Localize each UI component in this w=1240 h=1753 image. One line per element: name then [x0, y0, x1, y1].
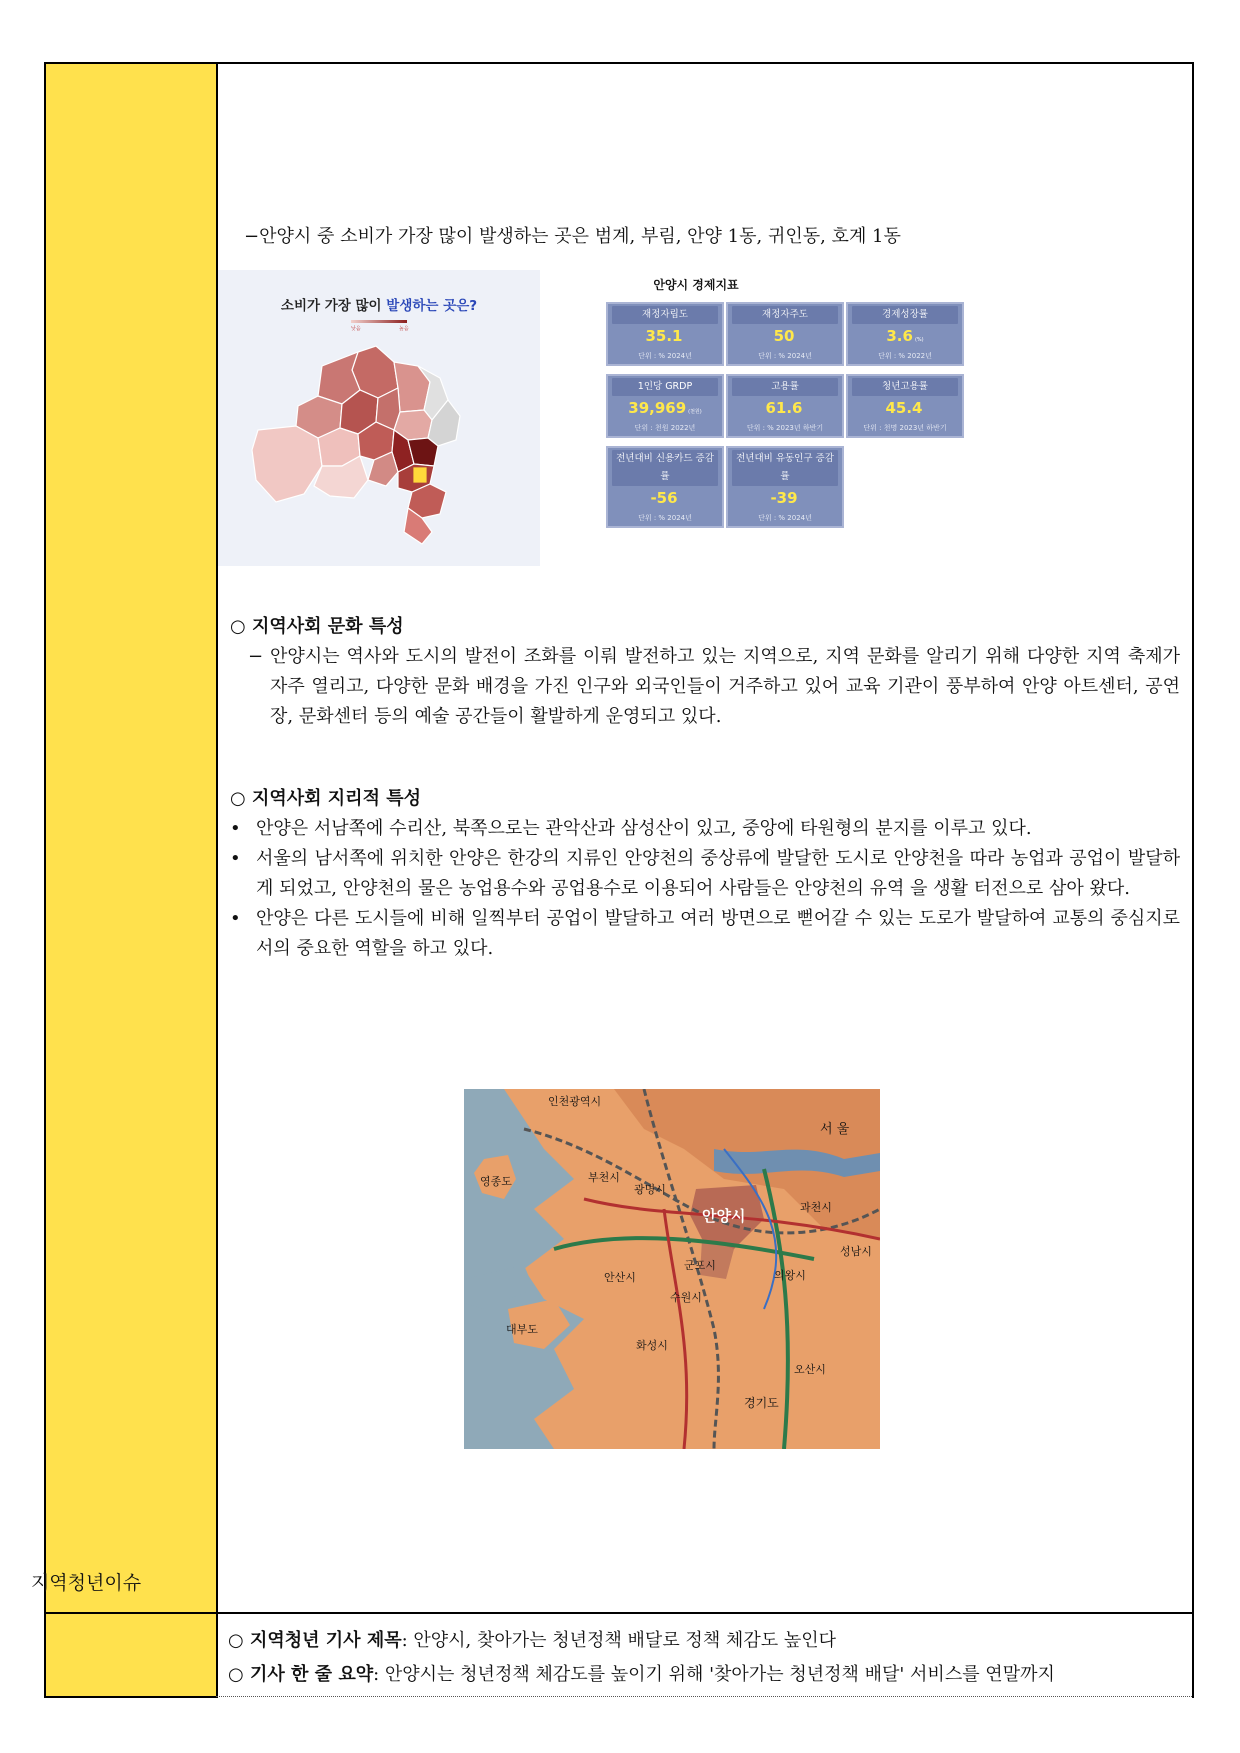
indicator-card-employment-rate: 고용률 61.6 단위 : % 2023년 하반기 [726, 374, 844, 438]
geography-bullet: • 안양은 다른 도시들에 비해 일찍부터 공업이 발달하고 여러 방면으로 뻗어갈 수 있는 도로가 발달하여 교통의 중심지로서의 중요한 역할을 하고 있다. [226, 904, 1180, 964]
regional-map-figure [464, 1089, 880, 1449]
map-label-gwacheon: 과천시 [800, 1201, 832, 1214]
map-label-gyeonggi: 경기도 [744, 1396, 779, 1410]
map-label-yeongjong: 영종도 [480, 1175, 512, 1188]
map-label-suwon: 수원시 [670, 1291, 702, 1304]
indicator-card-fiscal-independence: 재정자립도 35.1 단위 : % 2024년 [606, 302, 724, 366]
legend-high-label: 높음 [399, 326, 409, 332]
culture-heading: ○ 지역사회 문화 특성 [230, 616, 404, 637]
geography-bullet-list [226, 814, 1180, 964]
culture-section [230, 612, 1180, 732]
consumption-map-title: 소비가 가장 많이 발생하는 곳은? [280, 298, 478, 314]
consumption-line: −안양시 중 소비가 가장 많이 발생하는 곳은 범계, 부림, 안양 1동, 귀인동, 호계 1동 [244, 226, 901, 247]
map-label-anyang: 안양시 [702, 1207, 746, 1225]
indicator-card-growth-rate: 경제성장률 3.6 (%) 단위 : % 2022년 [846, 302, 964, 366]
map-label-gwangmyeong: 광명시 [634, 1183, 666, 1196]
map-label-hwaseong: 화성시 [636, 1339, 668, 1352]
map-label-ansan: 안산시 [604, 1271, 636, 1284]
geography-heading: ○ 지역사회 지리적 특성 [230, 788, 421, 809]
culture-body: − 안양시는 역사와 도시의 발전이 조화를 이뤄 발전하고 있는 지역으로, 지역 문화를 알리기 위해 다양한 지역 축제가 자주 열리고, 다양한 문화 배경을 가진 인구와 외국인들이 거주하고 있어 교육 기관이 풍부하여 안양 아트센터, 공연장, 문화센터 등의 예술 공간들이 활발하게 운영되고 있다. [248, 646, 1180, 727]
map-label-uiwang: 의왕시 [774, 1269, 806, 1282]
map-label-seongnam: 성남시 [840, 1245, 872, 1258]
row-separator [46, 1612, 1192, 1614]
consumption-map-legend [351, 320, 407, 323]
bottom-rule [44, 1696, 216, 1698]
bottom-dotted-rule [216, 1696, 1192, 1697]
youth-article-summary: ○ 기사 한 줄 요약: 안양시는 청년정책 체감도를 높이기 위해 '찾아가는 청년정책 배달' 서비스를 연말까지 [228, 1664, 1055, 1685]
legend-low-label: 낮음 [351, 326, 361, 332]
indicator-card-fiscal-autonomy: 재정자주도 50 단위 : % 2024년 [726, 302, 844, 366]
map-label-daebu: 대부도 [506, 1323, 538, 1336]
map-label-osan: 오산시 [794, 1363, 826, 1376]
map-label-seoul: 서 울 [820, 1122, 850, 1137]
indicator-card-grdp: 1인당 GRDP 39,969 (천원) 단위 : 천원 2022년 [606, 374, 724, 438]
youth-article-title: ○ 지역청년 기사 제목: 안양시, 찾아가는 청년정책 배달로 정책 체감도 높인다 [228, 1630, 836, 1651]
geography-bullet: • 서울의 남서쪽에 위치한 안양은 한강의 지류인 안양천의 중상류에 발달한 도시로 안양천을 따라 농업과 공업이 발달하게 되었고, 안양천의 물은 농업용수와 공업용수로 이용되어 사람들은 안양천의 유역 을 생활 터전으로 삼아 왔다. [226, 844, 1180, 904]
map-label-incheon: 인천광역시 [548, 1095, 602, 1108]
map-label-gunpo: 군포시 [684, 1259, 716, 1272]
geography-section [230, 784, 1180, 964]
indicators-title: 안양시 경제지표 [653, 278, 739, 292]
indicator-card-youth-employment: 청년고용률 45.4 단위 : 천명 2023년 하반기 [846, 374, 964, 438]
side-label-youth-issue: 지역청년이슈 [30, 1572, 142, 1594]
consumption-map-figure [218, 270, 540, 566]
regional-map-illustration [464, 1089, 880, 1449]
indicator-card-floating-population-change: 전년대비 유동인구 증감률 -39 단위 : % 2024년 [726, 446, 844, 528]
indicator-card-credit-card-change: 전년대비 신용카드 증감률 -56 단위 : % 2024년 [606, 446, 724, 528]
map-label-bucheon: 부천시 [588, 1171, 620, 1184]
geography-bullet: • 안양은 서남쪽에 수리산, 북쪽으로는 관악산과 삼성산이 있고, 중앙에 타원형의 분지를 이루고 있다. [226, 814, 1180, 844]
consumption-map-shape [218, 270, 540, 566]
side-column [46, 64, 218, 1698]
